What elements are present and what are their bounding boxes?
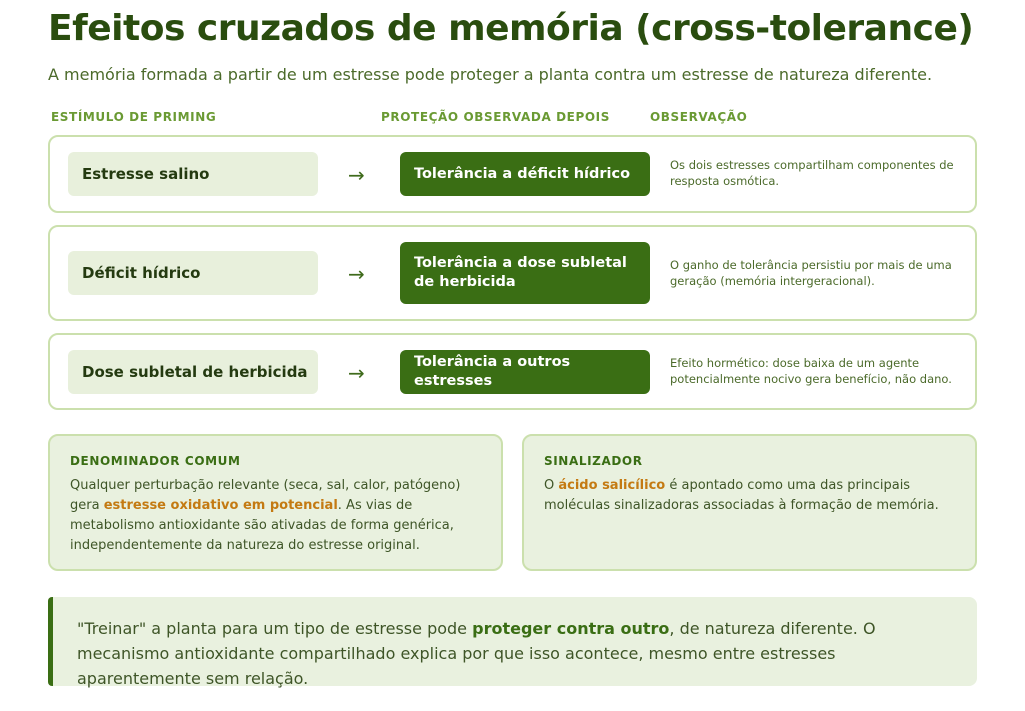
- highlight-text: ácido salicílico: [558, 478, 666, 493]
- protection-label: Tolerância a déficit hídrico: [400, 152, 650, 196]
- quote-text: , de natureza diferente. O mecanismo antioxidante compartilhado explica por que isso acontece, mesmo entre estresses aparentemente sem relação.: [77, 619, 876, 688]
- card-text: O: [544, 478, 559, 493]
- table-row: [48, 333, 977, 410]
- protection-label: Tolerância a outros estresses: [400, 350, 650, 394]
- protection-label: Tolerância a dose subletal de herbicida: [400, 242, 650, 304]
- stimulus-label: Dose subletal de herbicida: [68, 350, 318, 394]
- page-title: Efeitos cruzados de memória (cross-tolerance): [48, 8, 974, 49]
- column-header-observation: OBSERVAÇÃO: [650, 110, 748, 124]
- arrow-right-icon: →: [348, 361, 365, 385]
- observation-text: O ganho de tolerância persistiu por mais de uma geração (memória intergeracional).: [670, 258, 952, 288]
- card-text: é apontado como uma das principais moléculas sinalizadoras associadas à formação de memória.: [544, 478, 939, 513]
- card-body: [544, 476, 955, 516]
- card-body: [70, 476, 481, 556]
- summary-quote: [48, 597, 977, 686]
- table-row: [48, 225, 977, 321]
- stimulus-label: Estresse salino: [68, 152, 318, 196]
- signaler-card: [522, 434, 977, 571]
- arrow-right-icon: →: [348, 163, 365, 187]
- card-text: Qualquer perturbação relevante (seca, sal, calor, patógeno) gera: [70, 478, 461, 513]
- quote-highlight: proteger contra outro: [472, 619, 670, 638]
- stimulus-label: Déficit hídrico: [68, 251, 318, 295]
- table-row: [48, 135, 977, 213]
- card-text: . As vias de metabolismo antioxidante são ativadas de forma genérica, independentemente da natureza do estresse original.: [70, 498, 454, 553]
- card-heading: DENOMINADOR COMUM: [70, 454, 241, 468]
- common-denominator-card: [48, 434, 503, 571]
- highlight-text: estresse oxidativo em potencial: [103, 498, 338, 513]
- column-header-stimulus: ESTÍMULO DE PRIMING: [51, 110, 217, 124]
- quote-text: "Treinar" a planta para um tipo de estresse pode: [77, 619, 473, 638]
- observation-text: Efeito hormético: dose baixa de um agente potencialmente nocivo gera benefício, não dano.: [670, 356, 952, 386]
- column-header-protection: PROTEÇÃO OBSERVADA DEPOIS: [381, 110, 610, 124]
- card-heading: SINALIZADOR: [544, 454, 643, 468]
- arrow-right-icon: →: [348, 262, 365, 286]
- observation-text: Os dois estresses compartilham componentes de resposta osmótica.: [670, 158, 954, 188]
- page-subtitle: A memória formada a partir de um estresse pode proteger a planta contra um estresse de natureza diferente.: [48, 65, 933, 84]
